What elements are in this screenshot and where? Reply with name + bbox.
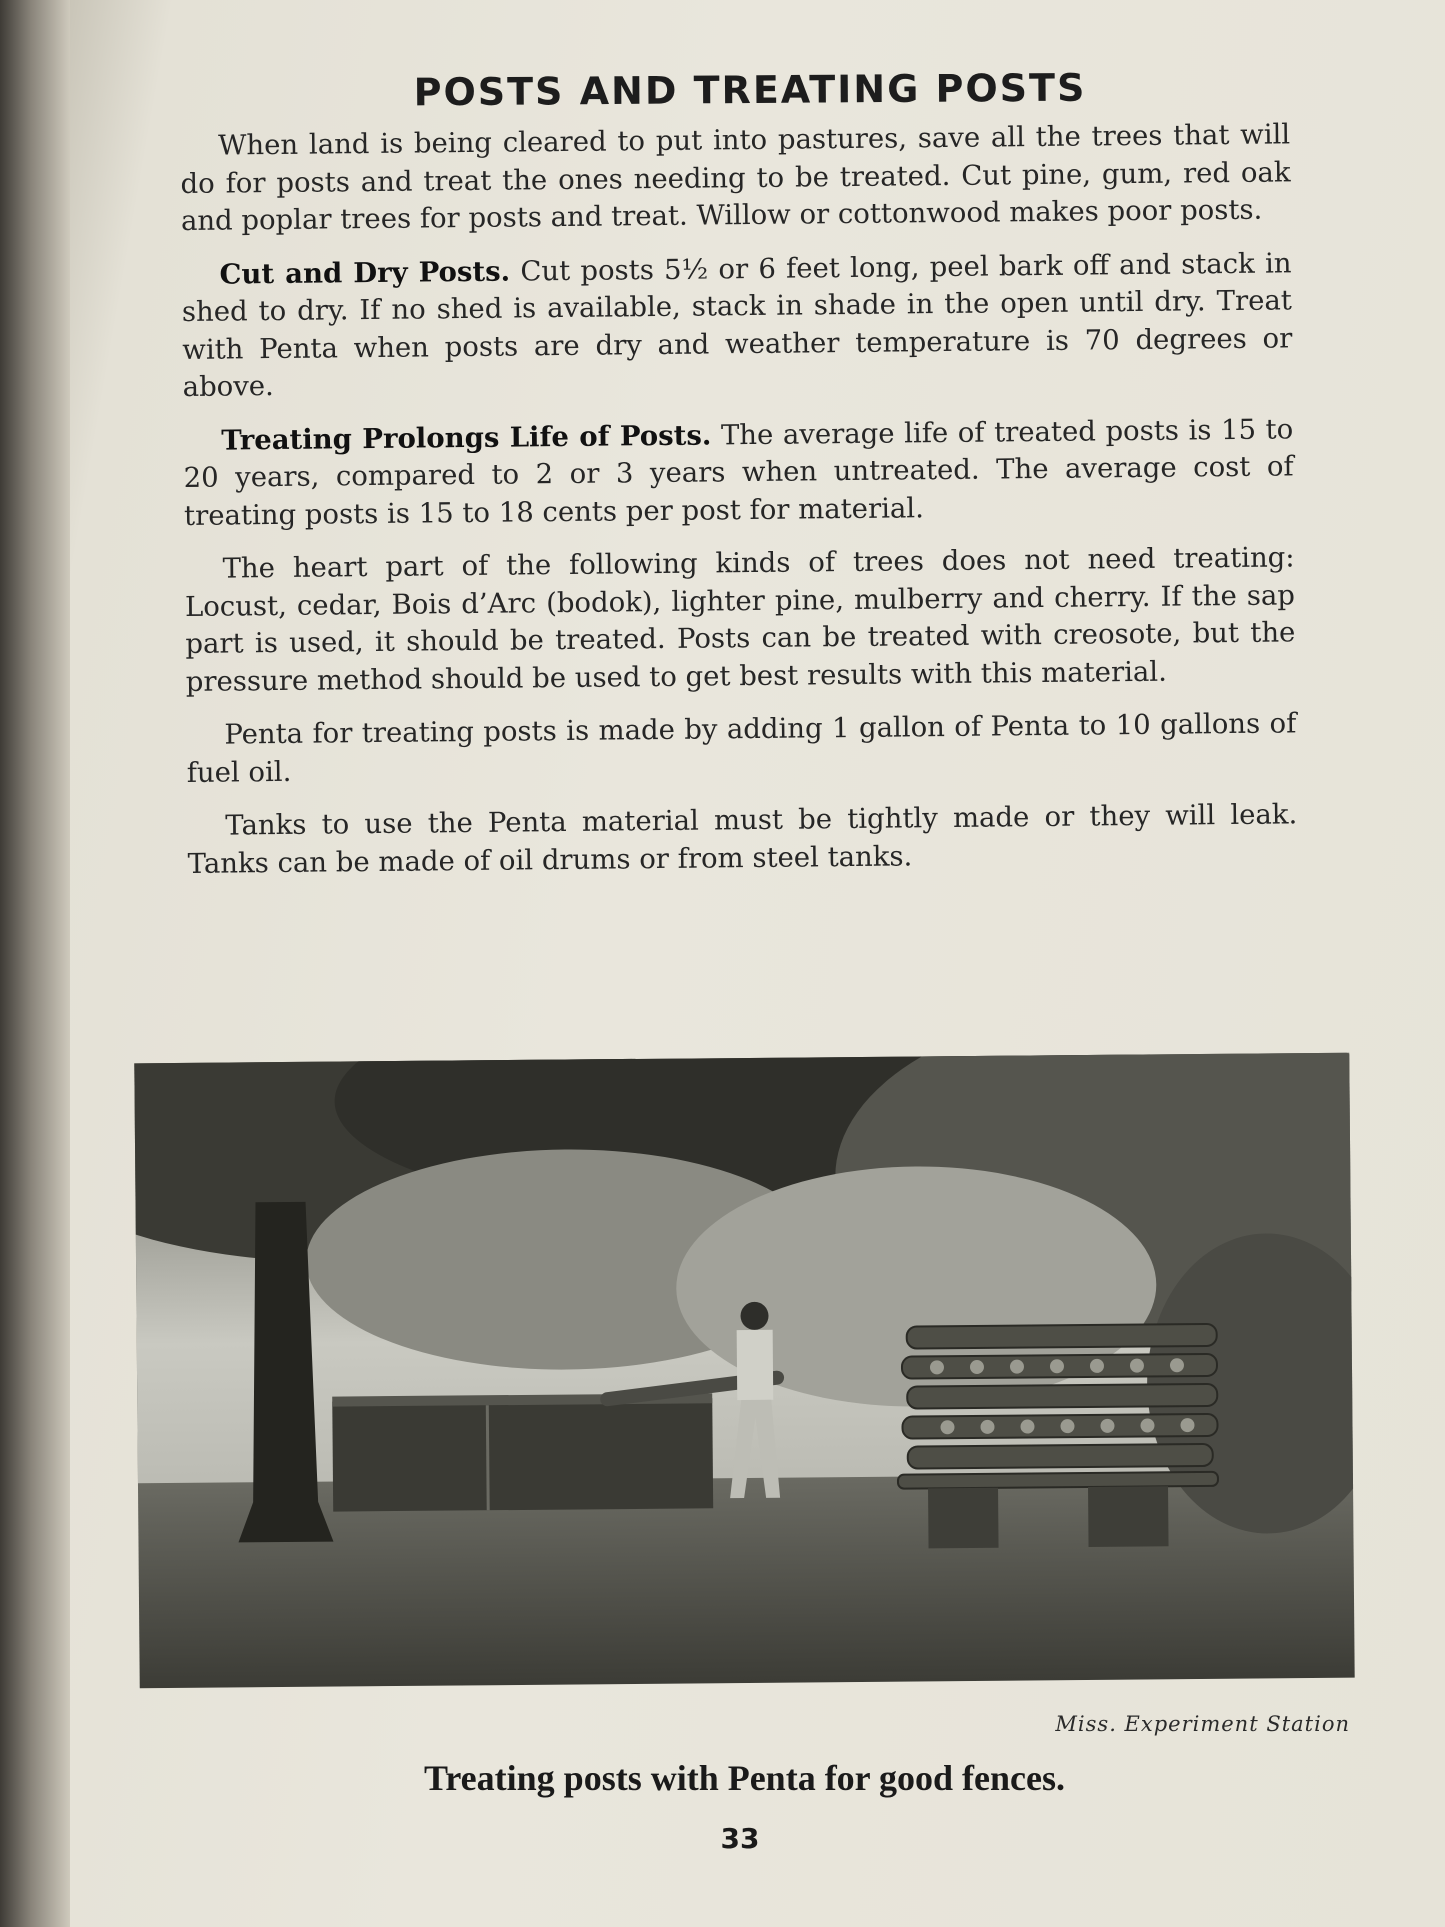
book-spine [0, 0, 70, 1927]
body-text [180, 116, 1298, 899]
paragraph-heading: Cut and Dry Posts. [219, 255, 511, 291]
page-number: 33 [720, 1822, 760, 1855]
paragraph-penta-mix: Penta for treating posts is made by adding 1 gallon of Penta to 10 gallons of fuel oil. [186, 707, 1297, 789]
paragraph-heartwood: The heart part of the following kinds of trees does not need treating: Locust, cedar, Bois d’Arc (bodok), lighter pine, mulberry and cherry. If the sap part is used, it should be treated. Posts can be treated with creosote, but the pressure method should be used to get best results with this material. [184, 541, 1296, 698]
photo-illustration [134, 1053, 1354, 1689]
page-title: POSTS AND TREATING POSTS [413, 65, 1087, 115]
paragraph-cut-and-dry [181, 245, 1293, 407]
paragraph-intro: When land is being cleared to put into pastures, save all the trees that will do for posts and treat the ones needing to be treated. Cut pine, gum, red oak and poplar trees for posts and treat. Willow or cottonwood makes poor posts. [180, 118, 1291, 237]
paragraph-heading: Treating Prolongs Life of Posts. [221, 418, 712, 457]
photo-caption: Treating posts with Penta for good fences. [424, 1758, 1065, 1798]
photo-treating-posts [134, 1053, 1354, 1689]
paragraph-body: The average life of treated posts is 15 to 20 years, compared to 2 or 3 years when untreated. The average cost of treating posts is 15 to 18 cents per post for material. [183, 412, 1294, 532]
paragraph-tanks: Tanks to use the Penta material must be tightly made or they will leak. Tanks can be made of oil drums or from steel tanks. [187, 798, 1298, 880]
photo-credit: Miss. Experiment Station [1055, 1712, 1350, 1736]
paragraph-body: Cut posts 5½ or 6 feet long, peel bark off and stack in shed to dry. If no shed is available, stack in shade in the open until dry. Treat with Penta when posts are dry and weather temperature is 70 degrees or above. [181, 246, 1293, 403]
paragraph-treating-prolongs [183, 411, 1294, 535]
